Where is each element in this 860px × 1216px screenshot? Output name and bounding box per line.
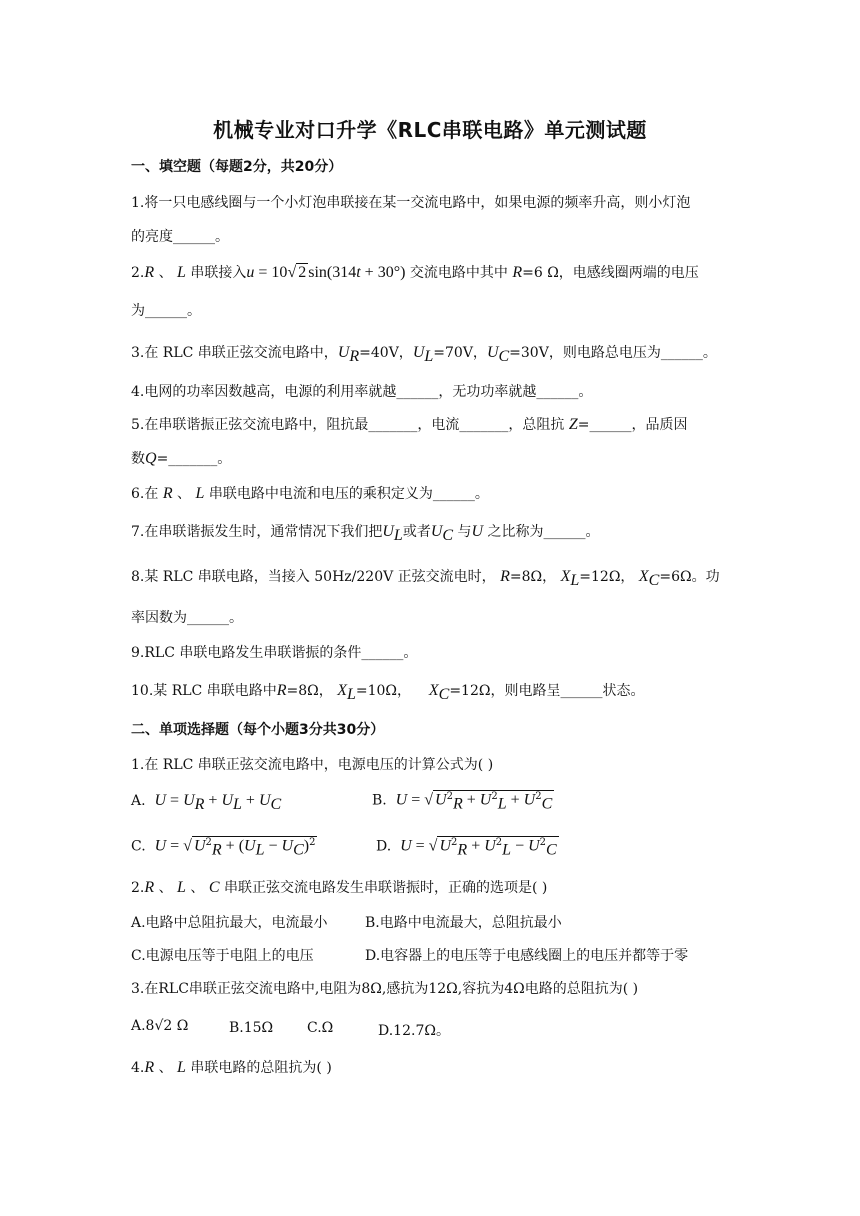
section-heading-fill-in: 一、填空题（每题2分，共20分） [131, 159, 343, 175]
question-5-line-1: 5.在串联谐振正弦交流电路中，阻抗最_______，电流_______，总阻抗 Z=______，品质因 [131, 416, 688, 433]
choice-1-option-d: D. U = √ $U^2_R + U^2_L - U^2_C$ [376, 837, 557, 859]
page-title: 机械专业对口升学《RLC串联电路》单元测试题 [213, 118, 647, 142]
question-8-line-2: 率因数为______。 [131, 610, 243, 626]
choice-question-1: 1.在 RLC 串联正弦交流电路中，电源电压的计算公式为( ) [131, 757, 494, 773]
question-7: 7.在串联谐振发生时，通常情况下我们把$U_L$或者$U_C$ 与U 之比称为______。 [131, 523, 600, 544]
choice-3-option-c: C.Ω [307, 1020, 334, 1036]
question-1-line-1: 1.将一只电感线圈与一个小灯泡串联接在某一交流电路中，如果电源的频率升高，则小灯泡 [131, 195, 691, 211]
question-5-line-2: 数Q=_______。 [131, 450, 232, 467]
choice-3-option-a: A.8√2 Ω [131, 1018, 189, 1034]
choice-question-2: 2.R 、 L 、 C 串联正弦交流电路发生串联谐振时，正确的选项是( ) [131, 879, 548, 896]
question-2-line-1: 2.R 、 L 串联接入u = 10√ 2 sin(314t + 30°) 交流电路中其中 R=6 Ω，电感线圈两端的电压 [131, 264, 699, 281]
question-2-line-2: 为______。 [131, 303, 201, 319]
question-6: 6.在 R 、 L 串联电路中电流和电压的乘积定义为______。 [131, 485, 489, 502]
choice-question-3: 3.在RLC串联正弦交流电路中,电阻为8Ω,感抗为12Ω,容抗为4Ω电路的总阻抗为( ) [131, 981, 639, 997]
choice-2-option-b: B.电路中电流最大，总阻抗最小 [365, 915, 562, 931]
choice-1-option-b: B. U = √ $U^2_R + U^2_L + U^2_C$ [372, 791, 553, 813]
choice-1-option-c: C. U = √ $U^2_R + (U_L - U_C)^2$ [131, 837, 316, 859]
choice-3-option-d: D.12.7Ω。 [378, 1023, 450, 1039]
question-4: 4.电网的功率因数越高，电源的利用率就越______，无功功率就越______。 [131, 384, 593, 400]
choice-question-4: 4.R 、 L 串联电路的总阻抗为( ) [131, 1059, 332, 1076]
choice-2-option-d: D.电容器上的电压等于电感线圈上的电压并都等于零 [365, 948, 689, 964]
question-1-line-2: 的亮度______。 [131, 229, 229, 245]
choice-1-option-a: A. $U = U_R + U_L + U_C$ [131, 792, 282, 813]
choice-2-option-c: C.电源电压等于电阻上的电压 [131, 948, 314, 964]
choice-2-option-a: A.电路中总阻抗最大，电流最小 [131, 915, 328, 931]
choice-3-option-b: B.15Ω [229, 1020, 274, 1036]
question-10: 10.某 RLC 串联电路中R=8Ω， $X_L=10\Omega$， $X_C=12\Omega$，则电路呈______状态。 [131, 682, 645, 703]
question-8-line-1: 8.某 RLC 串联电路，当接入 50Hz/220V 正弦交流电时， R=8Ω， $X_L=12\Omega$， $X_C=6\Omega$。功 [131, 568, 720, 589]
question-9: 9.RLC 串联电路发生串联谐振的条件______。 [131, 645, 418, 661]
section-heading-choice: 二、单项选择题（每个小题3分共30分） [131, 722, 385, 738]
question-3: 3.在 RLC 串联正弦交流电路中，$U_R=40V$，$U_L=70V$，$U_C=30V$，则电路总电压为______。 [131, 344, 717, 365]
